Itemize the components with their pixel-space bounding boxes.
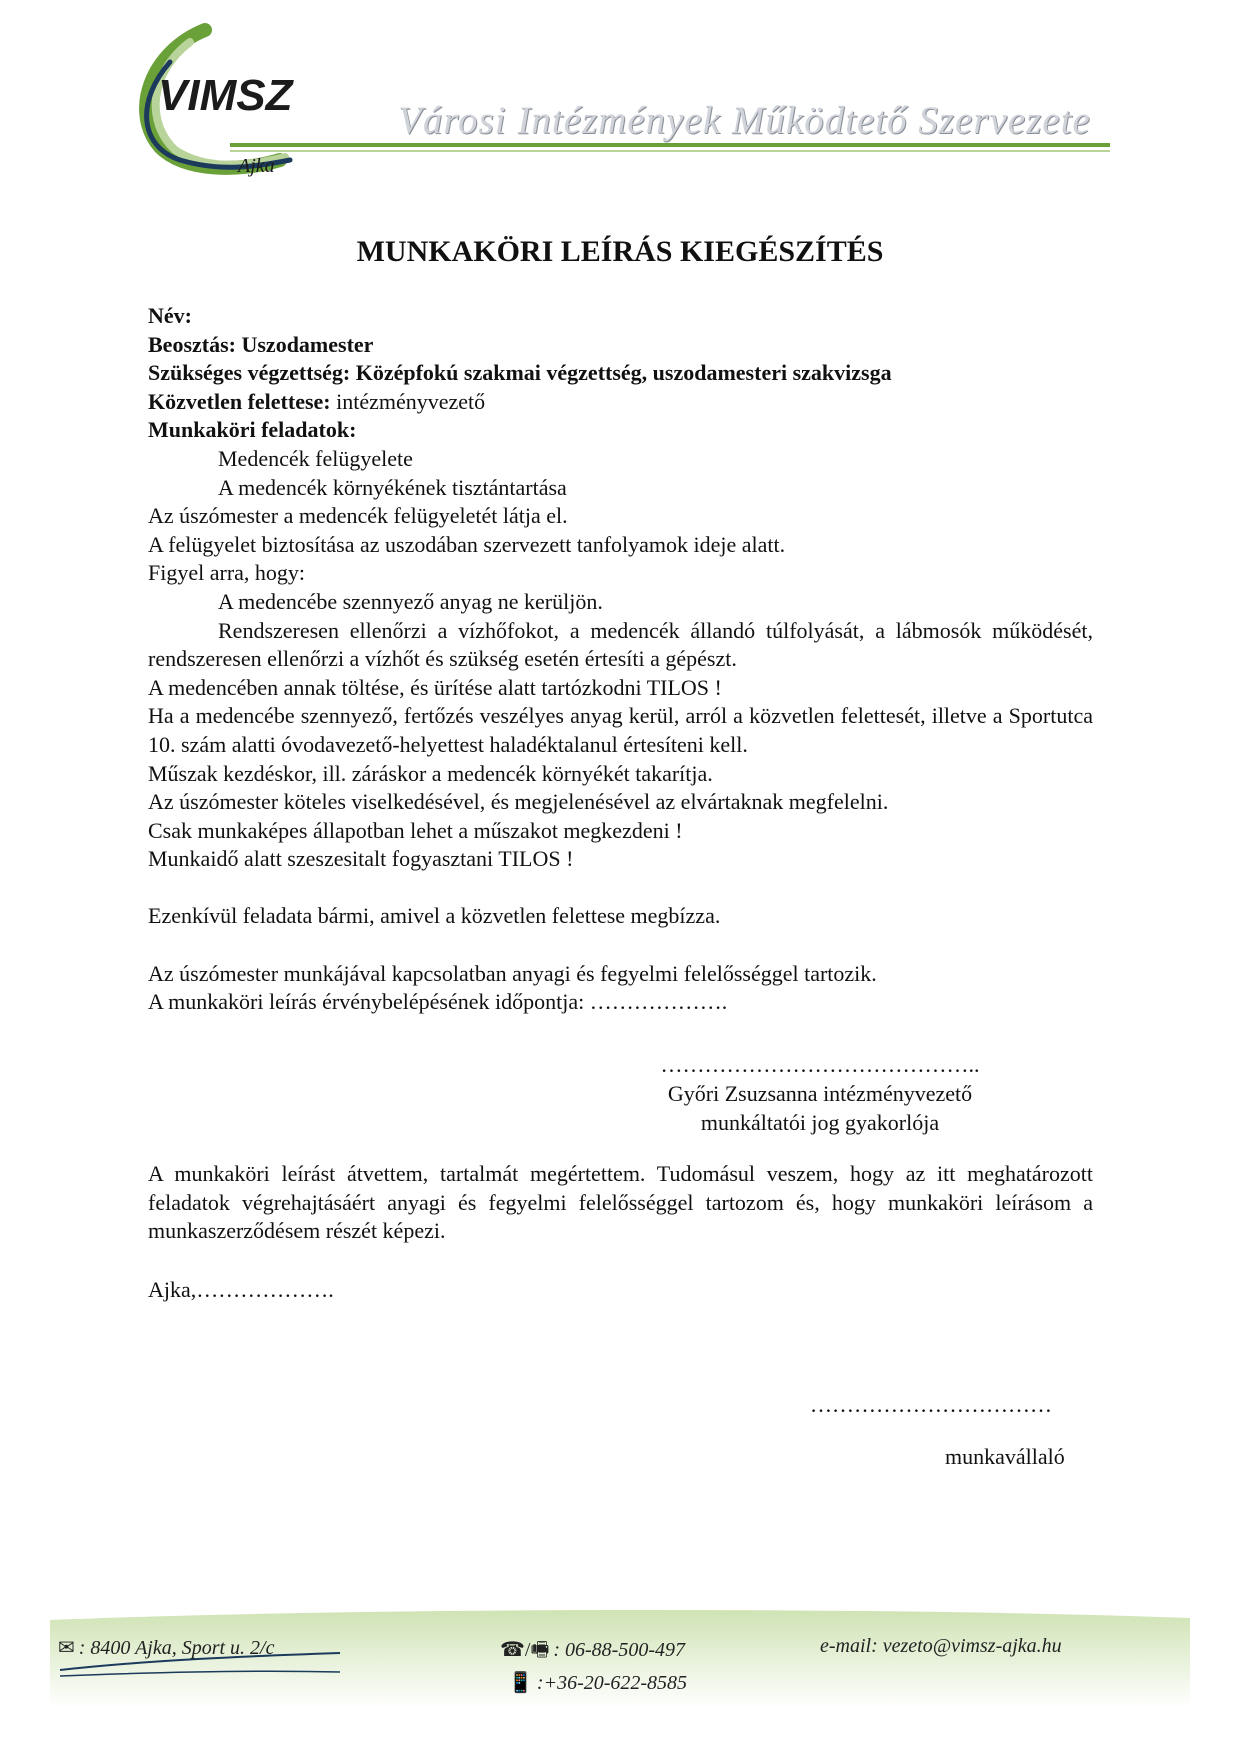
logo-subtext: Ajka: [238, 155, 275, 177]
place-date-line: Ajka,……………….: [148, 1277, 334, 1302]
footer-mobile: [508, 1670, 687, 1695]
letterhead: [0, 0, 1240, 200]
paragraph: Munkaidő alatt szeszesitalt fogyasztani TILOS !: [148, 846, 574, 872]
signer-role: munkáltatói jog gyakorlója: [700, 1110, 940, 1135]
paragraph: Ha a medencébe szennyező, fertőzés veszélyes anyag kerül, arról a közvetlen felettesét, illetve a Sportutca 10. szám alatti óvodavezető-helyettest haladéktalanul értesíteni kell.: [148, 703, 1093, 757]
mobile-text: :+36-20-622-8585: [536, 1672, 688, 1694]
paragraph: A medencében annak töltése, és ürítése alatt tartózkodni TILOS !: [148, 674, 722, 700]
signature-line: ……………………………………..: [660, 1052, 980, 1077]
supervisor-label: Közvetlen felettese:: [148, 388, 331, 414]
paragraph: A felügyelet biztosítása az uszodában szervezett tanfolyamok ideje alatt.: [148, 531, 786, 557]
document-body: [148, 302, 1093, 1017]
position-field: Beosztás: Uszodamester: [148, 331, 374, 357]
signer-name: Győri Zsuzsanna intézményvezető: [667, 1081, 973, 1106]
vimsz-logo: [130, 22, 330, 182]
tasks-heading: Munkaköri feladatok:: [148, 417, 357, 443]
task-item: A medencék környékének tisztántartása: [218, 474, 567, 500]
employee-label: munkavállaló: [945, 1444, 1065, 1469]
effective-date-line: A munkaköri leírás érvénybelépésének időpontja: ……………….: [148, 989, 728, 1015]
phone-fax-icon: ☎/🖷: [500, 1639, 550, 1661]
address-text: : 8400 Ajka, Sport u. 2/c: [78, 1637, 275, 1659]
footer-phone: [500, 1635, 685, 1669]
paragraph: Az úszómester munkájával kapcsolatban anyagi és fegyelmi felelősséggel tartozik.: [148, 960, 877, 986]
footer-address: [58, 1635, 275, 1660]
education-field: Szükséges végzettség: Középfokú szakmai végzettség, uszodamesteri szakvizsga: [148, 360, 892, 386]
phone-text: : 06-88-500-497: [553, 1639, 685, 1661]
footer-email: e-mail: vezeto@vimsz-ajka.hu: [820, 1635, 1062, 1657]
mobile-phone-icon: 📱: [508, 1672, 533, 1694]
envelope-icon: ✉: [58, 1637, 75, 1659]
employee-signature-line: ……………………………: [810, 1392, 1052, 1417]
document-title: MUNKAKÖRI LEÍRÁS KIEGÉSZÍTÉS: [356, 235, 884, 268]
organization-name: Városi Intézmények Működtető Szervezete: [398, 99, 1091, 142]
header-rule: [230, 143, 1110, 147]
supervisor-value: intézményvezető: [330, 388, 486, 414]
acknowledgement-paragraph: A munkaköri leírást átvettem, tartalmát megértettem. Tudomásul veszem, hogy az itt meghatározott feladatok végrehajtásáért anyagi és fegyelmi felelősséggel tartozom és, hogy munkaköri leírásom a munkaszerződésem részét képezi.: [148, 1161, 1093, 1244]
paragraph: Ezenkívül feladata bármi, amivel a közvetlen felettese megbízza.: [148, 903, 721, 929]
task-item: Medencék felügyelete: [218, 445, 413, 471]
paragraph: Csak munkaképes állapotban lehet a műszakot megkezdeni !: [148, 817, 683, 843]
employer-signature: [640, 1050, 1000, 1137]
paragraph: Az úszómester a medencék felügyeletét látja el.: [148, 503, 568, 529]
supervisor-field: [148, 388, 1093, 417]
paragraph: Rendszeresen ellenőrzi a vízhőfokot, a medencék állandó túlfolyását, a lábmosók működését, rendszeresen ellenőrzi a vízhőt és szükség esetén értesíti a gépészt.: [148, 617, 1093, 672]
name-field: Név:: [148, 303, 192, 328]
logo-text: VIMSZ: [158, 71, 293, 120]
paragraph: A medencébe szennyező anyag ne kerüljön.: [218, 588, 603, 614]
paragraph: Az úszómester köteles viselkedésével, és megjelenésével az elvártaknak megfelelni.: [148, 789, 889, 815]
paragraph: Figyel arra, hogy:: [148, 560, 306, 586]
header-rule-light: [230, 150, 1110, 152]
paragraph: Műszak kezdéskor, ill. záráskor a medencék környékét takarítja.: [148, 760, 713, 786]
